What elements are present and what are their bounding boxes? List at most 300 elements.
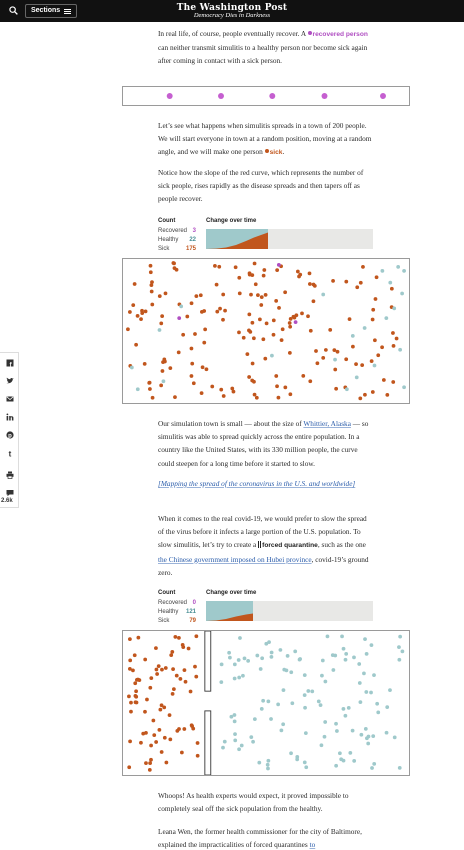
- share-rail: [0, 352, 19, 508]
- person-dot: [297, 275, 301, 279]
- person-dot: [152, 733, 156, 737]
- person-dot: [154, 646, 158, 650]
- person-dot: [371, 390, 375, 394]
- top-nav-bar: [0, 0, 464, 22]
- change-over-time-header: Change over time: [206, 218, 257, 224]
- person-dot: [365, 652, 369, 656]
- person-dot: [250, 379, 254, 383]
- person-dot: [134, 700, 138, 704]
- recovered-dot: [269, 93, 275, 99]
- person-dot: [191, 727, 195, 731]
- whittier-link[interactable]: Whittier, Alaska: [303, 419, 351, 428]
- person-dot: [144, 761, 148, 765]
- person-dot: [371, 734, 375, 738]
- person-dot: [158, 294, 162, 298]
- person-dot: [276, 703, 280, 707]
- person-dot: [253, 262, 257, 266]
- person-dot: [395, 337, 399, 341]
- person-dot: [280, 338, 284, 342]
- person-dot: [237, 658, 241, 662]
- person-dot: [148, 768, 152, 772]
- recovered-tag-label: recovered person: [312, 31, 368, 38]
- person-dot: [179, 304, 183, 308]
- person-dot: [334, 387, 338, 391]
- person-dot: [177, 636, 181, 640]
- person-dot: [352, 759, 356, 763]
- svg-text:p: p: [7, 432, 12, 439]
- person-dot: [227, 651, 231, 655]
- paragraph-red-curve: Notice how the slope of the red curve, which represents the number of sick people, rises rapidly as the disease spreads and then tapers off as people recover.: [158, 168, 364, 204]
- person-dot: [334, 764, 338, 768]
- twitter-icon: [6, 377, 14, 385]
- person-dot: [165, 761, 169, 765]
- person-dot: [275, 384, 279, 388]
- print-icon: [6, 471, 14, 479]
- person-dot: [228, 656, 232, 660]
- person-dot: [127, 695, 131, 699]
- person-dot: [217, 265, 221, 269]
- change-over-time-header: Change over time: [206, 590, 257, 596]
- person-dot: [173, 266, 177, 270]
- person-dot: [255, 654, 259, 658]
- person-dot: [170, 650, 174, 654]
- person-dot: [301, 374, 305, 378]
- person-dot: [164, 666, 168, 670]
- healthy-label: Healthy: [158, 237, 179, 243]
- person-dot: [139, 741, 143, 745]
- paragraph-recovery: [158, 27, 373, 68]
- person-dot: [127, 765, 131, 769]
- person-dot: [351, 345, 355, 349]
- print-share[interactable]: [4, 469, 15, 480]
- person-dot: [265, 322, 269, 326]
- person-dot: [194, 675, 198, 679]
- recovered-dot: [322, 93, 328, 99]
- person-dot: [147, 381, 151, 385]
- person-dot: [380, 345, 384, 349]
- person-dot: [254, 282, 258, 286]
- person-dot: [266, 700, 270, 704]
- linkedin-share[interactable]: [4, 411, 15, 422]
- person-dot: [342, 647, 346, 651]
- person-dot: [290, 701, 294, 705]
- person-dot: [303, 673, 307, 677]
- person-dot: [376, 710, 380, 714]
- linkedin-icon: [6, 413, 14, 421]
- person-dot: [202, 309, 206, 313]
- recovered-dot-icon: [308, 31, 312, 35]
- person-dot: [371, 318, 375, 322]
- leana-wen-link[interactable]: to: [309, 840, 316, 850]
- person-dot: [256, 293, 260, 297]
- healthy-count-row: [158, 609, 198, 615]
- person-dot: [233, 732, 237, 736]
- person-dot: [149, 758, 153, 762]
- person-dot: [370, 766, 374, 770]
- person-dot: [324, 348, 328, 352]
- person-dot: [143, 362, 147, 366]
- person-dot: [149, 744, 153, 748]
- person-dot: [362, 672, 366, 676]
- person-dot: [190, 347, 194, 351]
- person-dot: [359, 281, 363, 285]
- comments-icon: [6, 489, 14, 497]
- person-dot: [220, 663, 224, 667]
- person-dot: [371, 308, 375, 312]
- person-dot: [213, 264, 217, 268]
- person-dot: [150, 303, 154, 307]
- person-dot: [392, 306, 396, 310]
- person-dot: [335, 729, 339, 733]
- person-dot: [134, 689, 138, 693]
- sick-count-row: [158, 246, 198, 252]
- person-dot: [215, 310, 219, 314]
- person-dot: [321, 659, 325, 663]
- person-dot: [128, 310, 132, 314]
- person-dot: [381, 269, 385, 273]
- person-dot: [150, 280, 154, 284]
- person-dot: [321, 293, 325, 297]
- count-header: Count: [158, 218, 176, 224]
- person-dot: [336, 350, 340, 354]
- person-dot: [252, 336, 256, 340]
- person-dot: [201, 365, 205, 369]
- email-icon: [6, 395, 14, 403]
- person-dot: [295, 758, 299, 762]
- person-dot: [251, 740, 255, 744]
- person-dot: [402, 269, 406, 273]
- person-dot: [136, 678, 140, 682]
- person-dot: [269, 717, 273, 721]
- person-dot: [266, 767, 270, 771]
- person-dot: [338, 751, 342, 755]
- person-dot: [190, 362, 194, 366]
- person-dot: [344, 658, 348, 662]
- person-dot: [279, 648, 283, 652]
- sim1-change-chart: [206, 229, 373, 249]
- wall-icon: [258, 541, 259, 548]
- person-dot: [375, 275, 379, 279]
- person-dot: [274, 374, 278, 378]
- person-dot: [259, 667, 263, 671]
- person-dot: [161, 369, 165, 373]
- paragraph-text: When it comes to the real covid-19, we would prefer to slow the spread of the virus before it infects a large portion of the U.S. population. To slow simulitis, let’s try to create a: [158, 514, 367, 550]
- person-dot: [175, 674, 179, 678]
- person-dot: [219, 388, 223, 392]
- person-dot: [334, 722, 338, 726]
- person-dot: [129, 701, 133, 705]
- person-dot: [332, 348, 336, 352]
- person-dot: [333, 368, 337, 372]
- person-dot: [308, 282, 312, 286]
- person-dot: [233, 719, 237, 723]
- person-dot: [237, 276, 241, 280]
- person-dot: [148, 686, 152, 690]
- person-dot: [148, 761, 152, 765]
- person-dot: [298, 658, 302, 662]
- person-dot: [223, 740, 227, 744]
- person-dot: [238, 636, 242, 640]
- person-dot: [270, 655, 274, 659]
- email-share[interactable]: [4, 393, 15, 404]
- person-dot: [373, 364, 377, 368]
- person-dot: [312, 299, 316, 303]
- sick-dot-icon: [265, 149, 269, 153]
- recovered-dot: [218, 93, 224, 99]
- person-dot: [288, 351, 292, 355]
- person-dot: [309, 329, 313, 333]
- person-dot: [160, 668, 164, 672]
- person-dot: [172, 261, 176, 265]
- person-dot: [352, 656, 356, 660]
- sick-label: Sick: [158, 246, 170, 252]
- wall-icon: [260, 541, 261, 548]
- person-dot: [320, 743, 324, 747]
- person-dot: [187, 647, 191, 651]
- quarantine-wall-bottom: [205, 711, 211, 775]
- person-dot: [199, 293, 203, 297]
- facebook-share[interactable]: [4, 357, 15, 368]
- recovered-label: Recovered: [158, 600, 188, 606]
- person-dot: [251, 321, 255, 325]
- sick-count-row: [158, 618, 198, 624]
- person-dot: [358, 681, 362, 685]
- person-dot: [342, 707, 346, 711]
- paragraph-town-size: [158, 417, 373, 470]
- person-dot: [370, 359, 374, 363]
- person-dot: [215, 283, 219, 287]
- healthy-label: Healthy: [158, 609, 179, 615]
- quarantine-tag-label: forced quarantine: [262, 542, 318, 550]
- person-dot: [396, 265, 400, 269]
- person-dot: [148, 387, 152, 391]
- person-dot: [316, 361, 320, 365]
- person-dot: [200, 391, 204, 395]
- paragraph-text: Let’s see what happens when simulitis spreads in a town of 200 people. We will start everyone in town at a random position, moving at a random angle, and we will make one person: [158, 121, 372, 157]
- person-dot: [183, 668, 187, 672]
- sick-count: 175: [186, 246, 197, 252]
- person-dot: [344, 652, 348, 656]
- sick-tag-label: sick: [269, 149, 283, 157]
- person-dot: [196, 754, 200, 758]
- person-dot: [400, 292, 404, 296]
- person-dot: [223, 309, 227, 313]
- person-dot: [157, 664, 161, 668]
- person-dot: [281, 327, 285, 331]
- person-dot: [205, 367, 209, 371]
- sick-label: Sick: [158, 618, 170, 624]
- pinterest-share[interactable]: [4, 429, 15, 440]
- person-dot: [375, 702, 379, 706]
- recovered-person-tag: [308, 31, 368, 38]
- person-dot: [262, 268, 266, 272]
- person-dot: [382, 378, 386, 382]
- svg-text:t: t: [8, 448, 11, 457]
- person-dot: [266, 759, 270, 763]
- person-dot: [190, 723, 194, 727]
- person-dot: [237, 747, 241, 751]
- person-dot: [397, 645, 401, 649]
- person-dot: [128, 659, 132, 663]
- person-dot: [286, 654, 290, 658]
- person-dot: [308, 379, 312, 383]
- person-dot: [288, 325, 292, 329]
- person-dot: [192, 381, 196, 385]
- person-dot: [126, 327, 130, 331]
- sim1-simulation-canvas: [122, 258, 410, 404]
- tumblr-icon: [6, 449, 14, 457]
- person-dot: [289, 670, 293, 674]
- person-dot: [303, 761, 307, 765]
- recovered-dots-demo: [122, 86, 410, 106]
- recovered-label: Recovered: [158, 228, 188, 234]
- person-dot: [177, 727, 181, 731]
- person-dot: [303, 706, 307, 710]
- person-dot: [230, 715, 234, 719]
- person-dot: [173, 635, 177, 639]
- person-dot: [262, 274, 266, 278]
- comments-share[interactable]: [4, 487, 15, 498]
- person-dot: [344, 357, 348, 361]
- paragraph-text: In real life, of course, people eventually recover. A: [158, 29, 306, 38]
- person-dot: [281, 722, 285, 726]
- person-dot: [151, 719, 155, 723]
- chinese-government-link[interactable]: the Chinese government imposed on Hubei province: [158, 554, 312, 564]
- person-dot: [242, 336, 246, 340]
- twitter-share[interactable]: [4, 375, 15, 386]
- person-dot: [194, 294, 198, 298]
- person-dot: [233, 739, 237, 743]
- person-dot: [261, 699, 265, 703]
- person-dot: [385, 393, 389, 397]
- person-dot: [177, 316, 181, 320]
- person-dot: [369, 691, 373, 695]
- person-dot: [304, 765, 308, 769]
- person-dot: [163, 736, 167, 740]
- person-dot: [131, 668, 135, 672]
- sim2-quarantine-canvas: [122, 630, 410, 776]
- person-dot: [293, 649, 297, 653]
- paragraph-related-link: [158, 477, 373, 490]
- person-dot: [177, 351, 181, 355]
- person-dot: [149, 676, 153, 680]
- person-dot: [136, 636, 140, 640]
- person-dot: [238, 291, 242, 295]
- recovered-count: 3: [192, 228, 196, 234]
- person-dot: [270, 354, 274, 358]
- person-dot: [308, 272, 312, 276]
- person-dot: [372, 762, 376, 766]
- person-dot: [285, 668, 289, 672]
- person-dot: [180, 751, 184, 755]
- person-dot: [129, 710, 133, 714]
- person-dot: [326, 635, 330, 639]
- person-dot: [355, 285, 359, 289]
- person-dot: [393, 735, 397, 739]
- person-dot: [131, 303, 135, 307]
- mapping-spread-link[interactable]: [Mapping the spread of the coronavirus in the U.S. and worldwide]: [158, 479, 356, 488]
- person-dot: [159, 383, 163, 387]
- paragraph-text: , covid-19’s ground zero.: [158, 554, 369, 577]
- person-dot: [182, 727, 186, 731]
- person-dot: [306, 314, 310, 318]
- person-dot: [134, 694, 138, 698]
- person-dot: [249, 735, 253, 739]
- person-dot: [196, 741, 200, 745]
- person-dot: [136, 314, 140, 318]
- person-dot: [328, 328, 332, 332]
- person-dot: [181, 333, 185, 337]
- person-dot: [190, 374, 194, 378]
- person-dot: [190, 301, 194, 305]
- sections-label: Sections: [31, 7, 61, 14]
- masthead[interactable]: [0, 3, 464, 19]
- person-dot: [303, 693, 307, 697]
- person-dot: [274, 299, 278, 303]
- person-dot: [168, 366, 172, 370]
- person-dot: [171, 692, 175, 696]
- person-dot: [133, 681, 137, 685]
- person-dot: [272, 318, 276, 322]
- person-dot: [144, 309, 148, 313]
- person-dot: [259, 303, 263, 307]
- person-dot: [133, 653, 137, 657]
- person-dot: [398, 635, 402, 639]
- person-dot: [222, 394, 226, 398]
- person-dot: [149, 270, 153, 274]
- paragraph-text: , such as the one: [317, 540, 366, 550]
- recovered-count-row: [158, 228, 198, 234]
- person-dot: [347, 706, 351, 710]
- person-dot: [363, 326, 367, 330]
- sick-count: 79: [189, 618, 196, 624]
- person-dot: [358, 396, 362, 400]
- person-dot: [283, 385, 287, 389]
- person-dot: [264, 293, 268, 297]
- person-dot: [277, 396, 281, 400]
- person-dot: [365, 736, 369, 740]
- person-dot: [348, 751, 352, 755]
- person-dot: [162, 379, 166, 383]
- person-dot: [348, 317, 352, 321]
- person-dot: [260, 295, 264, 299]
- pinterest-icon: [6, 431, 14, 439]
- person-dot: [140, 309, 144, 313]
- person-dot: [373, 338, 377, 342]
- person-dot: [398, 766, 402, 770]
- comments-count: 2.6k: [1, 498, 13, 504]
- recovered-count-row: [158, 600, 198, 606]
- person-dot: [233, 677, 237, 681]
- person-dot: [255, 396, 259, 400]
- person-dot: [246, 659, 250, 663]
- person-dot: [168, 713, 172, 717]
- person-dot: [385, 731, 389, 735]
- person-dot: [345, 387, 349, 391]
- person-dot: [300, 311, 304, 315]
- person-dot: [189, 690, 193, 694]
- person-dot: [143, 710, 147, 714]
- person-dot: [277, 263, 281, 267]
- person-dot: [173, 395, 177, 399]
- person-dot: [247, 312, 251, 316]
- person-dot: [136, 387, 140, 391]
- person-dot: [288, 321, 292, 325]
- person-dot: [321, 356, 325, 360]
- tumblr-share[interactable]: [4, 447, 15, 458]
- person-dot: [313, 284, 317, 288]
- paragraph-forced-quarantine: [158, 512, 373, 579]
